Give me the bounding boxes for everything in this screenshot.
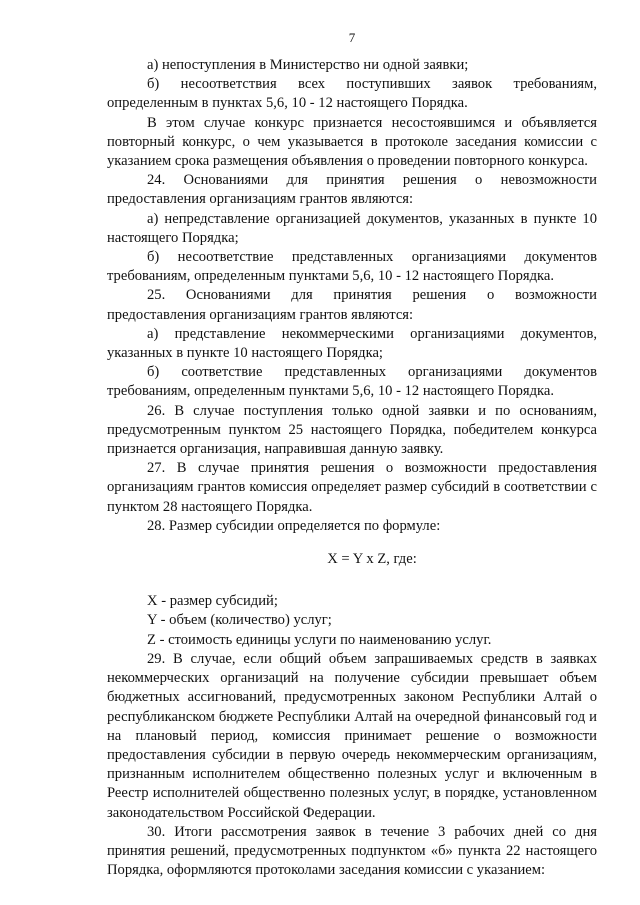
paragraph-28: 28. Размер субсидии определяется по формуле: — [147, 517, 441, 534]
paragraph-24-b: б) несоответствие представленных организациями документов требованиям, определенным пунктами 5,6, 10 - 12 настоящего Порядка. — [107, 249, 597, 285]
paragraph-27: 27. В случае принятия решения о возможности предоставления организациям грантов комиссия определяет размер субсидий в соответствии с пунктом 28 настоящего Порядка. — [107, 460, 597, 515]
paragraph-25-b: б) соответствие представленных организациями документов требованиям, определенным пунктами 5,6, 10 - 12 настоящего Порядка. — [107, 364, 597, 400]
paragraph-item-b-noncompliance: б) несоответствия всех поступивших заявок требованиям, определенным в пунктах 5,6, 10 - 12 настоящего Порядка. — [107, 76, 597, 112]
paragraph-24-a: а) непредставление организацией документов, указанных в пункте 10 настоящего Порядка; — [107, 210, 597, 246]
document-page — [107, 30, 597, 880]
page-number: 7 — [348, 30, 356, 45]
definition-x: X - размер субсидий; — [147, 593, 278, 610]
paragraph-repeat-contest: В этом случае конкурс признается несостоявшимся и объявляется повторный конкурс, о чем указывается в протоколе заседания комиссии с указанием срока размещения объявления о проведении повторного конкурса. — [107, 114, 597, 170]
subsidy-formula: X = Y x Z, где: — [327, 551, 417, 568]
definition-z: Z - стоимость единицы услуги по наименованию услуг. — [147, 631, 492, 648]
paragraph-26: 26. В случае поступления только одной заявки и по основаниям, предусмотренным пунктом 25 настоящего Порядка, победителем конкурса признается организация, направившая данную заявку. — [107, 402, 597, 458]
paragraph-24: 24. Основаниями для принятия решения о невозможности предоставления организациям грантов являются: — [107, 172, 597, 208]
paragraph-29: 29. В случае, если общий объем запрашиваемых средств в заявках некоммерческих организаций на получение субсидии превышает объем бюджетных ассигнований, предусмотренных законом Республики Алтай о республиканском бюджете Республики Алтай на очередной финансовый год и на плановый период, комиссия принимает решение о возможности предоставления субсидии в первую очередь некоммерческим организациям, признанным исполнителем общественно полезных услуг и включенным в Реестр исполнителей общественно полезных услуг, в порядке, установленном законодательством Российской Федерации. — [107, 650, 597, 821]
paragraph-25-a: а) представление некоммерческими организациями документов, указанных в пункте 10 настоящего Порядка; — [107, 325, 597, 362]
paragraph-25: 25. Основаниями для принятия решения о возможности предоставления организациям грантов являются: — [107, 287, 597, 323]
paragraph-item-a-no-applications: а) непоступления в Министерство ни одной заявки; — [147, 57, 469, 73]
paragraph-30: 30. Итоги рассмотрения заявок в течение 3 рабочих дней со дня принятия решений, предусмотренных подпунктом «б» пункта 22 настоящего Порядка, оформляются протоколами заседания комиссии с указанием: — [107, 823, 597, 879]
definition-y: Y - объем (количество) услуг; — [147, 612, 332, 629]
